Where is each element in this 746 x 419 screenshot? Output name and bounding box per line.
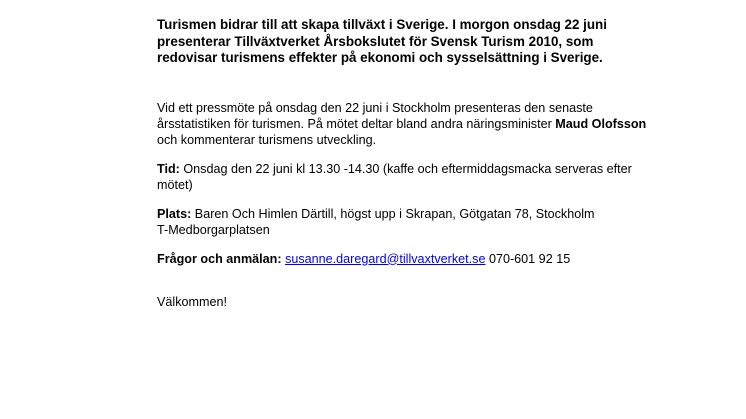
place-line-2: T-Medborgarplatsen <box>157 222 270 237</box>
lead-paragraph <box>157 17 717 67</box>
minister-name: Maud Olofsson <box>555 116 647 131</box>
email-link[interactable]: susanne.daregard@tillvaxtverket.se <box>285 251 486 266</box>
time-line-2: mötet) <box>157 177 193 192</box>
contact-phone: 070-601 92 15 <box>485 251 571 266</box>
intro-paragraph <box>157 100 717 148</box>
place-label: Plats: <box>157 206 192 221</box>
time-label: Tid: <box>157 161 180 176</box>
intro-line-3: och kommenterar turismens utveckling. <box>157 132 377 147</box>
time-line-1: Onsdag den 22 juni kl 13.30 -14.30 (kaffe och eftermiddagsmacka serveras efter <box>179 161 632 176</box>
lead-line-2: presenterar Tillväxtverket Årsbokslutet för Svensk Turism 2010, som <box>157 33 594 49</box>
place-line-1: Baren Och Himlen Därtill, högst upp i Skrapan, Götgatan 78, Stockholm <box>191 206 595 221</box>
closing-text: Välkommen! <box>157 294 227 309</box>
contact-label: Frågor och anmälan: <box>157 251 282 266</box>
place-paragraph <box>157 206 717 238</box>
time-paragraph <box>157 161 717 193</box>
intro-line-2: årsstatistiken för turismen. På mötet deltar bland andra näringsminister <box>157 116 556 131</box>
contact-paragraph <box>157 251 717 267</box>
lead-line-1: Turismen bidrar till att skapa tillväxt i Sverige. I morgon onsdag 22 juni <box>157 17 607 32</box>
press-release <box>157 17 717 310</box>
lead-line-3: redovisar turismens effekter på ekonomi och sysselsättning i Sverige. <box>157 50 603 65</box>
intro-line-1: Vid ett pressmöte på onsdag den 22 juni i Stockholm presenteras den senaste <box>157 100 593 115</box>
